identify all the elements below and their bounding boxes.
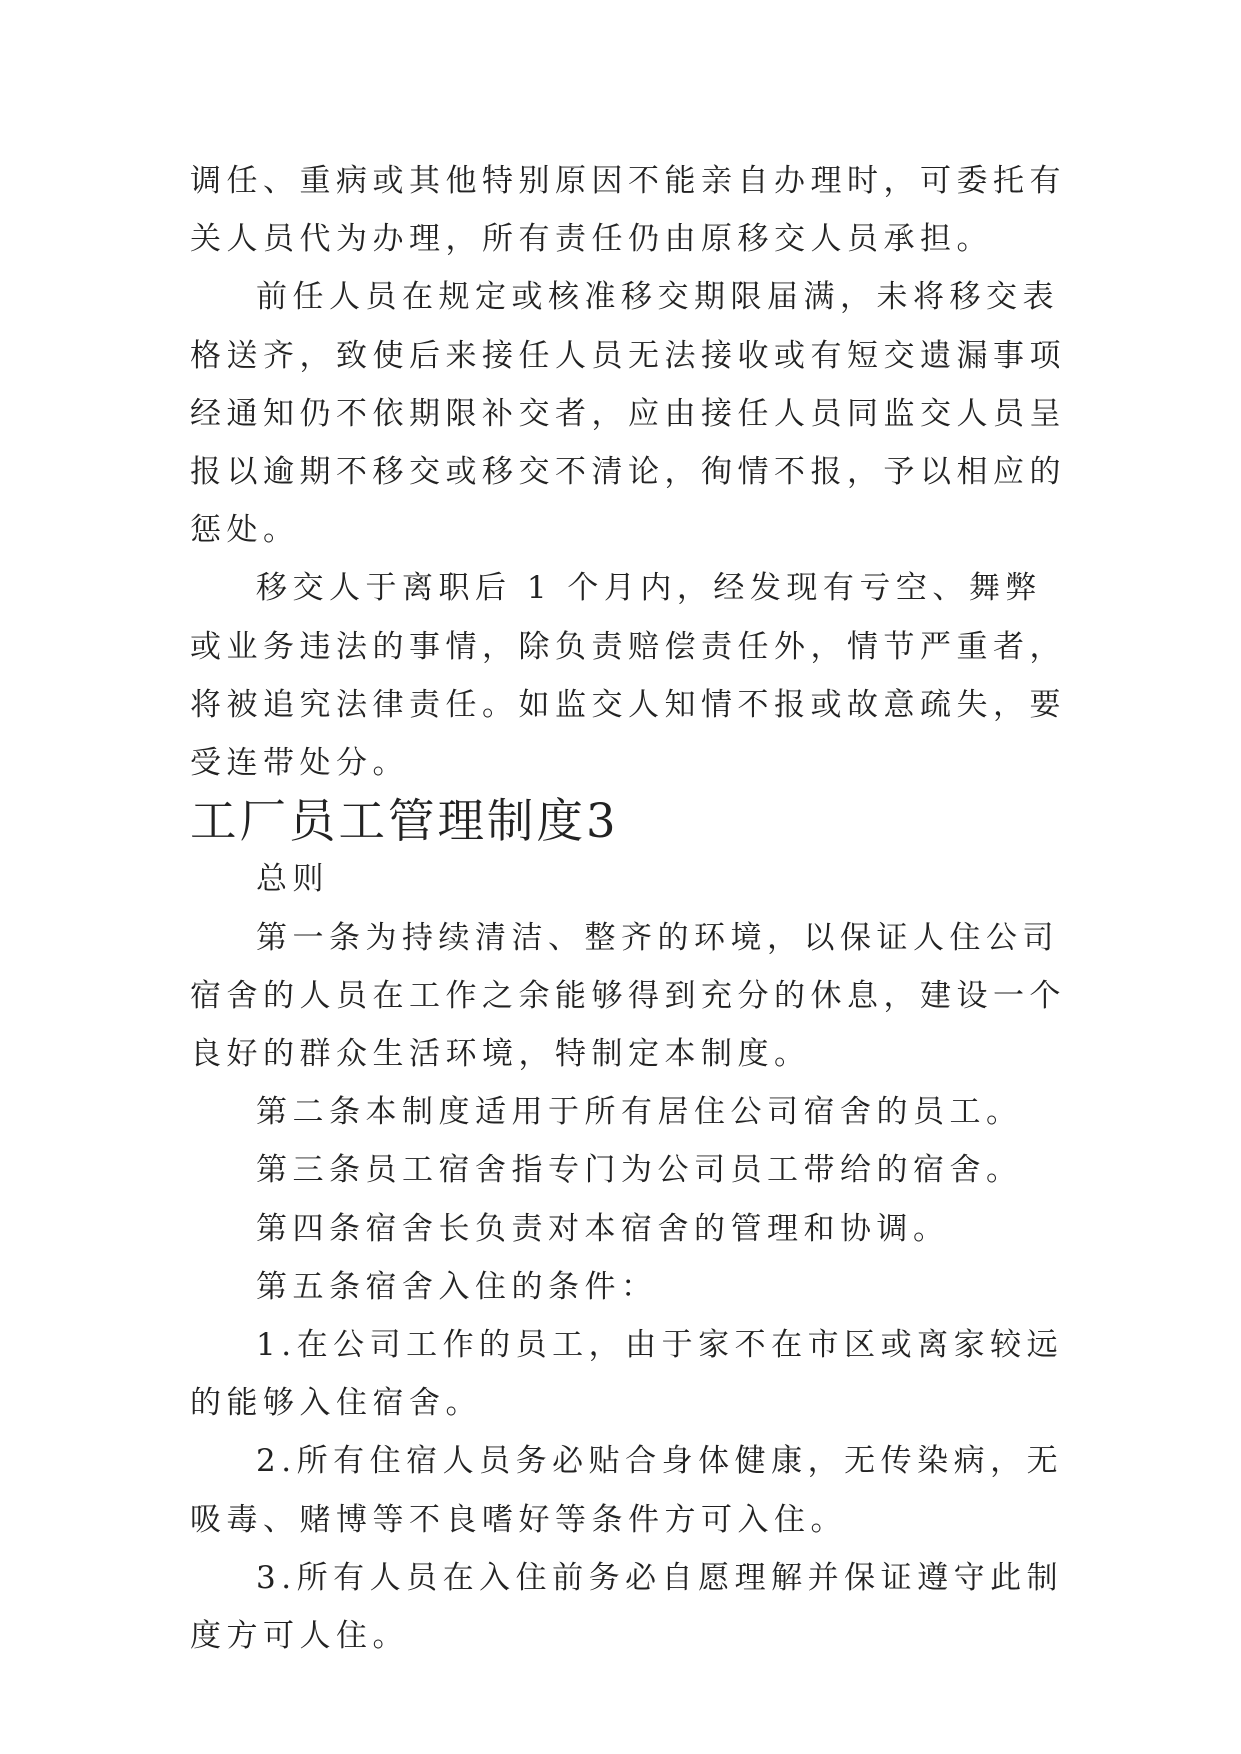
article-4: 第四条宿舍长负责对本宿舍的管理和协调。 bbox=[256, 1210, 950, 1247]
condition-item-2: 2.所有住宿人员务必贴合身体健康，无传染病，无吸毒、赌博等不良嗜好等条件方可入住。 bbox=[190, 1443, 1064, 1538]
section-general-provisions: 总则 bbox=[256, 861, 329, 898]
article-1: 第一条为持续清洁、整齐的环境，以保证人住公司宿舍的人员在工作之余能够得到充分的休息，建设一个良好的群众生活环境，特制定本制度。 bbox=[190, 919, 1066, 1073]
paragraph-handover-deadline: 前任人员在规定或核准移交期限届满，未将移交表格送齐，致使后来接任人员无法接收或有短交遗漏事项经通知仍不依期限补交者，应由接任人员同监交人员呈报以逾期不移交或移交不清论，徇情不报，予以相应的惩处。 bbox=[190, 279, 1066, 549]
article-5: 第五条宿舍入住的条件： bbox=[256, 1268, 658, 1305]
section-title: 工厂员工管理制度3 bbox=[190, 794, 619, 849]
article-3: 第三条员工宿舍指专门为公司员工带给的宿舍。 bbox=[256, 1152, 1023, 1189]
paragraph-post-departure-liability: 移交人于离职后 1 个月内，经发现有亏空、舞弊或业务违法的事情，除负责赔偿责任外，情节严重者，将被追究法律责任。如监交人知情不报或故意疏失，要受连带处分。 bbox=[190, 570, 1066, 782]
document-body bbox=[190, 152, 1070, 1665]
condition-item-3: 3.所有人员在入住前务必自愿理解并保证遵守此制度方可人住。 bbox=[190, 1559, 1064, 1655]
paragraph-continuation: 调任、重病或其他特别原因不能亲自办理时，可委托有关人员代为办理，所有责任仍由原移交人员承担。 bbox=[190, 163, 1066, 258]
article-2: 第二条本制度适用于所有居住公司宿舍的员工。 bbox=[256, 1094, 1023, 1131]
condition-item-1: 1.在公司工作的员工，由于家不在市区或离家较远的能够入住宿舍。 bbox=[190, 1327, 1064, 1422]
